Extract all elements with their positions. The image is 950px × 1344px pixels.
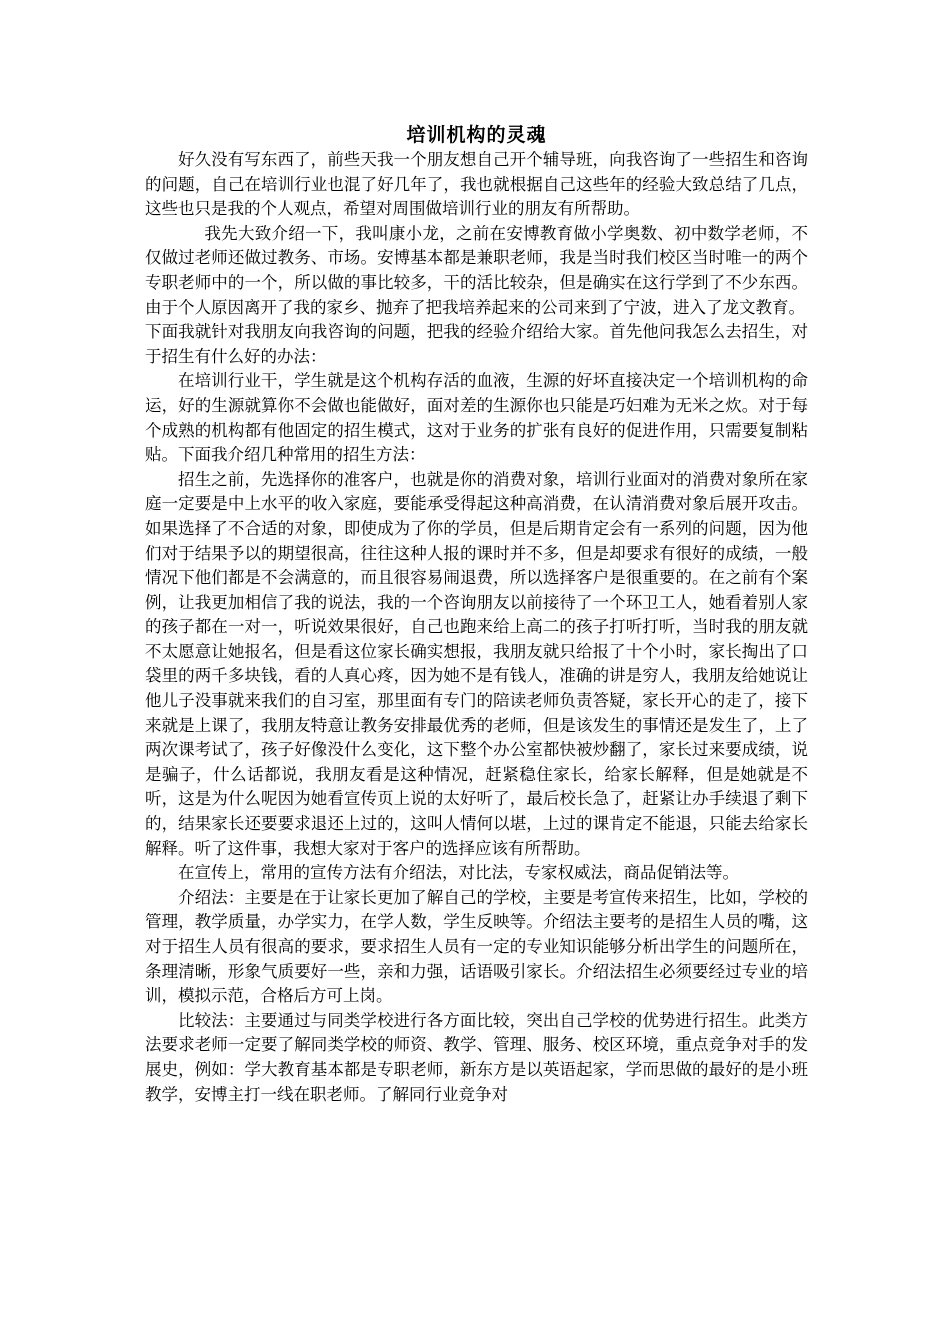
paragraph-introduction-method: 介绍法：主要是在于让家长更加了解自己的学校，主要是考宣传来招生，比如，学校的管理，教学质量，办学实力，在学人数，学生反映等。介绍法主要考的是招生人员的嘴，这对于招生人员有很高的要求，要求招生人员有一定的专业知识能够分析出学生的问题所在，条理清晰，形象气质要好一些，亲和力强，话语吸引家长。介绍法招生必须要经过专业的培训，模拟示范，合格后方可上岗。 bbox=[145, 887, 808, 1006]
paragraph-promotion-methods: 在宣传上，常用的宣传方法有介绍法，对比法，专家权威法，商品促销法等。 bbox=[178, 863, 739, 883]
document-page bbox=[145, 120, 808, 1107]
paragraph-question: 下面我就针对我朋友向我咨询的问题，把我的经验介绍给大家。首先他问我怎么去招生，对于招生有什么好的办法： bbox=[145, 322, 808, 366]
paragraph-intro: 好久没有写东西了，前些天我一个朋友想自己开个辅导班，向我咨询了一些招生和咨询的问题，自己在培训行业也混了好几年了，我也就根据自己这些年的经验大致总结了几点，这些也只是我的个人观点，希望对周围做培训行业的朋友有所帮助。 bbox=[145, 150, 808, 219]
document-title: 培训机构的灵魂 bbox=[406, 124, 547, 146]
paragraph-enrollment-importance: 在培训行业干，学生就是这个机构存活的血液，生源的好坏直接决定一个培训机构的命运，好的生源就算你不会做也能做好，面对差的生源你也只能是巧妇难为无米之炊。对于每个成熟的机构都有他固定的招生模式，这对于业务的扩张有良好的促进作用，只需要复制粘贴。下面我介绍几种常用的招生方法： bbox=[145, 371, 808, 465]
paragraph-customer-selection: 招生之前，先选择你的准客户，也就是你的消费对象，培训行业面对的消费对象所在家庭一定要是中上水平的收入家庭，要能承受得起这种高消费，在认清消费对象后展开攻击。如果选择了不合适的对象，即使成为了你的学员，但是后期肯定会有一系列的问题，因为他们对于结果予以的期望很高，往往这种人报的课时并不多，但是却要求有很好的成绩，一般情况下他们都是不会满意的，而且很容易闹退费，所以选择客户是很重要的。在之前有个案例，让我更加相信了我的说法，我的一个咨询朋友以前接待了一个环卫工人，她看着别人家的孩子都在一对一，听说效果很好，自己也跑来给上高二的孩子打听打听，当时我的朋友就不太愿意让她报名，但是看这位家长确实想报，我朋友就只给报了十个小时，家长掏出了口袋里的两千多块钱，看的人真心疼，因为她不是有钱人，准确的讲是穷人，我朋友给她说让他儿子没事就来我们的自习室，那里面有专门的陪读老师负责答疑，家长开心的走了，接下来就是上课了，我朋友特意让教务安排最优秀的老师，但是该发生的事情还是发生了，上了两次课考试了，孩子好像没什么变化，这下整个办公室都快被炒翻了，家长过来要成绩，说是骗子，什么话都说，我朋友看是这种情况，赶紧稳住家长，给家长解释，但是她就是不听，这是为什么呢因为她看宣传页上说的太好听了，最后校长急了，赶紧让办手续退了剩下的，结果家长还要要求退还上过的，这叫人情何以堪，上过的课肯定不能退，只能去给家长解释。听了这件事，我想大家对于客户的选择应该有所帮助。 bbox=[145, 469, 808, 858]
paragraph-self-introduction: 我先大致介绍一下，我叫康小龙，之前在安博教育做小学奥数、初中数学老师，不仅做过老师还做过教务、市场。安博基本都是兼职老师，我是当时我们校区当时唯一的两个专职老师中的一个，所以做的事比较多，干的活比较杂，但是确实在这行学到了不少东西。由于个人原因离开了我的家乡、抛弃了把我培养起来的公司来到了宁波，进入了龙文教育。 bbox=[145, 223, 808, 317]
paragraph-comparison-method: 比较法：主要通过与同类学校进行各方面比较，突出自己学校的优势进行招生。此类方法要求老师一定要了解同类学校的师资、教学、管理、服务、校区环境，重点竞争对手的发展史，例如：学大教育基本都是专职老师，新东方是以英语起家，学而思做的最好的是小班教学，安博主打一线在职老师。了解同行业竞争对 bbox=[145, 1010, 808, 1104]
